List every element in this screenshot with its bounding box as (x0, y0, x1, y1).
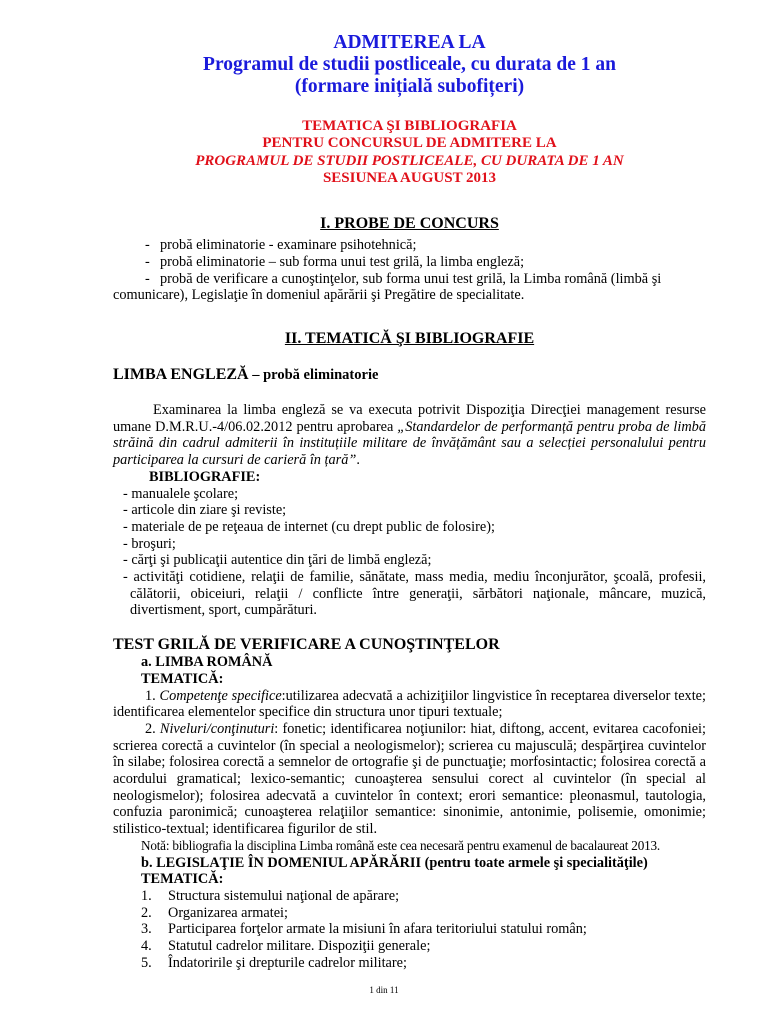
bibliography-item: - articole din ziare şi reviste; (123, 502, 287, 519)
list-continuation: comunicare), Legislaţie în domeniul apărării şi Pregătire de specialitate. (113, 287, 525, 304)
section-tematica-title: II. TEMATICĂ ŞI BIBLIOGRAFIE (284, 330, 535, 347)
bibliography-item: - activităţi cotidiene, relaţii de familie, sănătate, mass media, mediu înconjurător, şcoală, profesii, călătorii, obiceiuri, relaţii / conflicte între generaţii, sărbători naţionale, mâncare, muzică, divertisment, sport, cumpărături. (123, 569, 706, 619)
subheader-line2: PENTRU CONCURSUL DE ADMITERE LA (262, 135, 557, 152)
english-paragraph: Examinarea la limba engleză se va executa potrivit Dispoziţia Direcţiei management resurse umane D.M.R.U.-4/06.02.2012 pentru aprobarea „Standardelor de performanță pentru proba de limbă străină din cadrul admiterii în instituțiile militare de învățământ sau a selecției personalului pentru participarea la cursuri de carieră în țară”. (113, 402, 706, 469)
legislatie-heading: b. LEGISLAŢIE ÎN DOMENIUL APĂRĂRII (pentru toate armele şi specialităţile) (141, 854, 648, 871)
romana-paragraph-1: 1. Competenţe specifice:utilizarea adecvată a achiziţiilor lingvistice în receptarea diverselor texte; identificarea elementelor specifice din structura unor tipuri textuale; (113, 687, 706, 721)
subheader-line4: SESIUNEA AUGUST 2013 (322, 169, 497, 186)
legislatie-item: 3. Participarea forţelor armate la misiuni în afara teritoriului statului român; (141, 921, 587, 938)
section-probe-title: I. PROBE DE CONCURS (320, 215, 499, 233)
legislatie-item: 5. Îndatoririle şi drepturile cadrelor militare; (141, 954, 407, 971)
bibliography-item: - manualele şcolare; (123, 485, 239, 502)
legislatie-tematica: TEMATICĂ: (141, 871, 224, 888)
romana-tematica: TEMATICĂ: (141, 670, 224, 687)
subheader-line1: TEMATICA ŞI BIBLIOGRAFIA (302, 118, 517, 134)
bibliography-item: - broşuri; (123, 535, 176, 552)
legislatie-item: 1. Structura sistemului naţional de apărare; (141, 887, 400, 904)
bibliography-item: - cărţi şi publicaţii autentice din ţări de limbă engleză; (123, 552, 432, 569)
romana-paragraph-2: 2. Niveluri/conţinuturi: fonetic; identificarea noţiunilor: hiat, diftong, accent, evitarea cacofoniei; scrierea corectă a cuvintelor (în special a neologismelor); scrierea cu majusculă; despărţirea cuvintelor în silabe; folosirea corectă a semnelor de ortografie şi de punctuaţie; morfosintactic; folosirea corectă a acordului gramatical; lexico-semantic; cunoaşterea sensului corect al cuvintelor (în special al neologismelor); folosirea adecvată a cuvintelor în context; erori semantice: pleonasmul, tautologia, confuzia paronimică; cunoaşterea relaţiilor semantice: sinonimie, antonimie, polisemie, omonimie; stilistico-textual; identificarea figurilor de stil. (113, 720, 706, 838)
page-number: 1 din 11 (369, 985, 399, 995)
legislatie-item: 4. Statutul cadrelor militare. Dispoziţii generale; (141, 938, 431, 955)
english-heading: LIMBA ENGLEZĂ – probă eliminatorie (113, 366, 379, 383)
bibliography-title: BIBLIOGRAFIE: (149, 468, 261, 485)
header-title: ADMITEREA LA (333, 32, 486, 53)
list-item: - probă de verificare a cunoştinţelor, sub forma unui test grilă, la Limba română (limbă şi (145, 270, 662, 287)
romana-note: Notă: bibliografia la disciplina Limba română este cea necesară pentru examenul de bacalaureat 2013. (141, 837, 660, 853)
legislatie-item: 2. Organizarea armatei; (141, 904, 288, 921)
bibliography-item: - materiale de pe reţeaua de internet (cu drept public de folosire); (123, 518, 495, 535)
test-heading: TEST GRILĂ DE VERIFICARE A CUNOŞTINŢELOR (113, 636, 500, 654)
header-program: Programul de studii postliceale, cu durata de 1 an (203, 54, 616, 75)
subheader-line3: PROGRAMUL DE STUDII POSTLICEALE, CU DURATA DE 1 AN (195, 152, 624, 169)
list-item: - probă eliminatorie - examinare psihotehnică; (145, 237, 417, 254)
romana-heading: a. LIMBA ROMÂNĂ (141, 654, 273, 671)
list-item: - probă eliminatorie – sub forma unui test grilă, la limba engleză; (145, 253, 525, 270)
header-subtitle: (formare inițială subofițeri) (294, 76, 525, 97)
